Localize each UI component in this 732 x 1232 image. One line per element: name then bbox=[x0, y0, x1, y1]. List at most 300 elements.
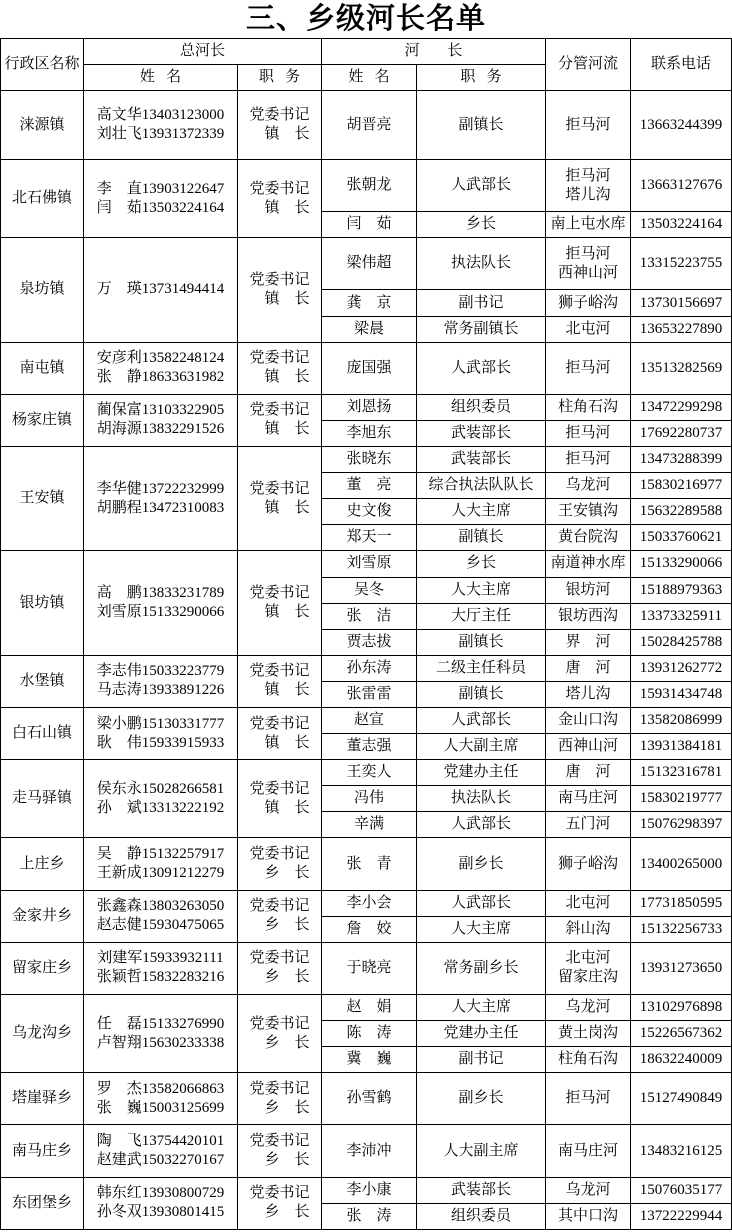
assigned-rivers-cell bbox=[546, 838, 630, 889]
river-chief-position: 副镇长 bbox=[458, 529, 504, 546]
assigned-river: 乌龙河 bbox=[565, 999, 611, 1016]
river-chief-position: 武装部长 bbox=[450, 424, 511, 441]
general-chief-name: 赵志健15930475065 bbox=[96, 917, 225, 934]
general-chief-names-cell bbox=[84, 343, 237, 394]
assigned-rivers-cell bbox=[546, 499, 630, 524]
general-chief-position: 镇 长 bbox=[264, 126, 310, 142]
header-river-chief-name: 姓 名 bbox=[322, 65, 416, 90]
river-chief-name-cell bbox=[322, 760, 416, 785]
general-chief-position: 镇 长 bbox=[264, 734, 310, 751]
district-name: 留家庄乡 bbox=[11, 959, 72, 976]
river-chief-name-cell bbox=[322, 499, 416, 524]
assigned-river: 唐 河 bbox=[565, 659, 611, 676]
river-chief-position-cell bbox=[417, 708, 545, 733]
river-chief-position: 党建办主任 bbox=[443, 764, 519, 781]
river-chief-name-cell bbox=[322, 630, 416, 655]
phone-number: 15076298397 bbox=[639, 816, 723, 833]
phone-cell bbox=[631, 943, 731, 994]
river-chief-position: 人大主席 bbox=[450, 503, 511, 520]
assigned-rivers-cell bbox=[546, 812, 630, 837]
header-phone: 联系电话 bbox=[631, 39, 731, 90]
district-name-cell bbox=[1, 343, 83, 394]
river-chief-position-cell bbox=[417, 682, 545, 707]
river-chief-position-cell bbox=[417, 917, 545, 942]
general-chief-names-cell bbox=[84, 1125, 237, 1176]
assigned-rivers-cell bbox=[546, 682, 630, 707]
river-chief-name: 孙东涛 bbox=[346, 659, 392, 676]
general-chief-name: 马志涛13933891226 bbox=[96, 682, 225, 699]
river-chief-name-cell bbox=[322, 682, 416, 707]
assigned-rivers-cell bbox=[546, 160, 630, 211]
phone-number: 13400265000 bbox=[639, 855, 723, 872]
district-name: 东团堡乡 bbox=[11, 1194, 72, 1211]
phone-cell bbox=[631, 630, 731, 655]
river-chief-position: 执法队长 bbox=[450, 255, 511, 272]
river-chief-name-cell bbox=[322, 734, 416, 759]
general-chief-name: 王新成13091212279 bbox=[96, 865, 225, 882]
general-chief-name: 张 巍15003125699 bbox=[96, 1099, 225, 1116]
general-chief-name: 安彦利13582248124 bbox=[96, 350, 225, 367]
assigned-river: 五门河 bbox=[565, 816, 611, 833]
general-chief-position: 党委书记 bbox=[249, 898, 310, 915]
assigned-river: 拒马河 bbox=[565, 116, 611, 133]
assigned-river: 拒马河 bbox=[565, 359, 611, 376]
river-chief-name-cell bbox=[322, 473, 416, 498]
assigned-river: 银坊河 bbox=[565, 581, 611, 598]
phone-cell bbox=[631, 1178, 731, 1203]
river-chief-name: 张 涛 bbox=[346, 1207, 392, 1224]
phone-number: 15931434748 bbox=[639, 685, 723, 702]
assigned-river: 其中口沟 bbox=[557, 1207, 618, 1224]
assigned-river: 乌龙河 bbox=[565, 477, 611, 494]
phone-cell bbox=[631, 891, 731, 916]
phone-cell bbox=[631, 317, 731, 342]
general-chief-names-cell bbox=[84, 995, 237, 1072]
river-chief-position-cell bbox=[417, 238, 545, 289]
district-name-cell bbox=[1, 238, 83, 341]
general-chief-position: 党委书记 bbox=[249, 1015, 310, 1032]
district-name-cell bbox=[1, 656, 83, 707]
assigned-rivers-cell bbox=[546, 91, 630, 159]
general-chief-positions-cell bbox=[238, 238, 321, 341]
general-chief-name: 万 瑛13731494414 bbox=[96, 281, 225, 298]
general-chief-position: 党委书记 bbox=[249, 350, 310, 367]
assigned-river: 界 河 bbox=[565, 633, 611, 650]
district-name-cell bbox=[1, 708, 83, 759]
general-chief-position: 乡 长 bbox=[264, 1034, 310, 1051]
district-name: 杨家庄镇 bbox=[11, 411, 72, 428]
general-chief-position: 党委书记 bbox=[249, 950, 310, 967]
river-chief-name-cell bbox=[322, 551, 416, 576]
river-chief-name: 李小会 bbox=[346, 894, 392, 911]
assigned-river: 西神山河 bbox=[557, 738, 618, 755]
general-chief-name: 吴 静15132257917 bbox=[96, 846, 225, 863]
general-chief-position: 党委书记 bbox=[249, 1185, 310, 1202]
assigned-rivers-cell bbox=[546, 708, 630, 733]
assigned-river: 柱角石沟 bbox=[557, 1051, 618, 1068]
general-chief-names-cell bbox=[84, 891, 237, 942]
assigned-rivers-cell bbox=[546, 1073, 630, 1124]
general-chief-positions-cell bbox=[238, 447, 321, 550]
river-chief-position: 人武部长 bbox=[450, 894, 511, 911]
phone-cell bbox=[631, 343, 731, 394]
assigned-river: 黄台院沟 bbox=[557, 529, 618, 546]
river-chief-name: 赵 娟 bbox=[346, 999, 392, 1016]
river-chief-name: 赵宣 bbox=[353, 712, 384, 729]
assigned-rivers-cell bbox=[546, 656, 630, 681]
assigned-river: 狮子峪沟 bbox=[557, 294, 618, 311]
general-chief-name: 赵建武15032270167 bbox=[96, 1152, 225, 1169]
phone-cell bbox=[631, 1125, 731, 1176]
river-chief-position-cell bbox=[417, 91, 545, 159]
river-chief-position: 副镇长 bbox=[458, 116, 504, 133]
phone-cell bbox=[631, 1021, 731, 1046]
general-chief-positions-cell bbox=[238, 943, 321, 994]
assigned-river: 拒马河 bbox=[565, 424, 611, 441]
phone-number: 15188979363 bbox=[639, 581, 723, 598]
assigned-rivers-cell bbox=[546, 473, 630, 498]
assigned-rivers-cell bbox=[546, 630, 630, 655]
assigned-river: 银坊西沟 bbox=[557, 607, 618, 624]
general-chief-name: 高文华13403123000 bbox=[96, 107, 225, 123]
general-chief-position: 乡 长 bbox=[264, 865, 310, 882]
river-chief-position: 人武部长 bbox=[450, 816, 511, 833]
district-name-cell bbox=[1, 1178, 83, 1229]
district-name: 水堡镇 bbox=[19, 672, 65, 689]
phone-number: 13102976898 bbox=[639, 999, 723, 1016]
river-chief-name-cell bbox=[322, 160, 416, 211]
general-chief-position: 党委书记 bbox=[249, 846, 310, 863]
general-chief-names-cell bbox=[84, 943, 237, 994]
general-chief-names-cell bbox=[84, 838, 237, 889]
phone-cell bbox=[631, 421, 731, 446]
river-chief-position: 组织委员 bbox=[450, 398, 511, 415]
general-chief-position: 党委书记 bbox=[249, 780, 310, 797]
river-chief-position-cell bbox=[417, 1178, 545, 1203]
general-chief-position: 党委书记 bbox=[249, 1133, 310, 1150]
river-chief-name-cell bbox=[322, 917, 416, 942]
general-chief-name: 罗 杰13582066863 bbox=[96, 1080, 225, 1097]
phone-cell bbox=[631, 708, 731, 733]
river-chief-position-cell bbox=[417, 734, 545, 759]
general-chief-positions-cell bbox=[238, 551, 321, 654]
general-chief-name: 张 静18633631982 bbox=[96, 369, 225, 386]
general-chief-positions-cell bbox=[238, 91, 321, 159]
general-chief-positions-cell bbox=[238, 1125, 321, 1176]
river-chief-name-cell bbox=[322, 1125, 416, 1176]
river-chief-name-cell bbox=[322, 1021, 416, 1046]
river-chief-position: 组织委员 bbox=[450, 1207, 511, 1224]
river-chief-position-cell bbox=[417, 578, 545, 603]
general-chief-names-cell bbox=[84, 551, 237, 654]
river-chief-name: 胡晋亮 bbox=[346, 116, 392, 133]
general-chief-position: 党委书记 bbox=[249, 480, 310, 497]
river-chief-name-cell bbox=[322, 1047, 416, 1072]
river-chief-name-cell bbox=[322, 943, 416, 994]
phone-number: 15226567362 bbox=[639, 1025, 723, 1042]
assigned-rivers-cell bbox=[546, 395, 630, 420]
river-chief-name-cell bbox=[322, 212, 416, 237]
phone-cell bbox=[631, 238, 731, 289]
district-name-cell bbox=[1, 838, 83, 889]
river-chief-name: 冯伟 bbox=[353, 790, 384, 807]
phone-cell bbox=[631, 734, 731, 759]
river-chief-position-cell bbox=[417, 1047, 545, 1072]
phone-number: 15132316781 bbox=[639, 764, 723, 781]
river-chief-position-cell bbox=[417, 786, 545, 811]
river-chief-name-cell bbox=[322, 343, 416, 394]
river-chief-name: 詹 姣 bbox=[346, 920, 392, 937]
general-chief-names-cell bbox=[84, 91, 237, 159]
general-chief-name: 高 鹏13833231789 bbox=[96, 585, 225, 602]
phone-number: 15076035177 bbox=[639, 1181, 723, 1198]
phone-number: 13315223755 bbox=[639, 255, 723, 272]
river-chief-name-cell bbox=[322, 891, 416, 916]
general-chief-name: 耿 伟15933915933 bbox=[96, 734, 225, 751]
district-name: 金家井乡 bbox=[11, 907, 72, 924]
district-name-cell bbox=[1, 91, 83, 159]
header-river-chief: 河 长 bbox=[322, 39, 545, 64]
general-chief-position: 镇 长 bbox=[264, 290, 310, 307]
district-name-cell bbox=[1, 447, 83, 550]
phone-number: 18632240009 bbox=[639, 1051, 723, 1068]
river-chief-position-cell bbox=[417, 891, 545, 916]
general-chief-names-cell bbox=[84, 708, 237, 759]
river-chief-name-cell bbox=[322, 578, 416, 603]
river-chief-name: 李旭东 bbox=[346, 424, 392, 441]
river-chief-name: 董志强 bbox=[346, 738, 392, 755]
general-chief-positions-cell bbox=[238, 343, 321, 394]
phone-number: 15127490849 bbox=[639, 1090, 723, 1107]
river-chief-position-cell bbox=[417, 499, 545, 524]
general-chief-position: 镇 长 bbox=[264, 799, 310, 816]
phone-number: 13931273650 bbox=[639, 959, 723, 976]
district-name: 乌龙沟乡 bbox=[11, 1025, 72, 1042]
river-chief-position: 党建办主任 bbox=[443, 1025, 519, 1042]
phone-number: 13663244399 bbox=[639, 116, 723, 133]
assigned-river: 唐 河 bbox=[565, 764, 611, 781]
general-chief-positions-cell bbox=[238, 395, 321, 446]
general-chief-position: 镇 长 bbox=[264, 421, 310, 438]
assigned-river: 西神山河 bbox=[557, 264, 618, 281]
general-chief-position: 党委书记 bbox=[249, 663, 310, 680]
general-chief-position: 镇 长 bbox=[264, 199, 310, 216]
river-chief-position: 副书记 bbox=[458, 1051, 504, 1068]
river-chief-name-cell bbox=[322, 395, 416, 420]
river-chief-position: 副书记 bbox=[458, 294, 504, 311]
general-chief-name: 刘雪原15133290066 bbox=[96, 604, 225, 621]
phone-cell bbox=[631, 917, 731, 942]
river-chief-name: 郑天一 bbox=[346, 529, 392, 546]
phone-cell bbox=[631, 473, 731, 498]
river-chief-name-cell bbox=[322, 786, 416, 811]
phone-cell bbox=[631, 1073, 731, 1124]
assigned-river: 留家庄沟 bbox=[557, 969, 618, 986]
phone-number: 15132256733 bbox=[639, 920, 723, 937]
river-chief-position-cell bbox=[417, 447, 545, 472]
river-chief-table bbox=[0, 38, 732, 1230]
assigned-rivers-cell bbox=[546, 317, 630, 342]
river-chief-position: 人武部长 bbox=[450, 177, 511, 194]
general-chief-position: 乡 长 bbox=[264, 1204, 310, 1221]
river-chief-position: 武装部长 bbox=[450, 451, 511, 468]
phone-cell bbox=[631, 551, 731, 576]
general-chief-name: 胡海源13832291526 bbox=[96, 421, 225, 438]
general-chief-positions-cell bbox=[238, 656, 321, 707]
river-chief-position: 人大副主席 bbox=[443, 1142, 519, 1159]
river-chief-name-cell bbox=[322, 812, 416, 837]
district-name-cell bbox=[1, 1125, 83, 1176]
river-chief-name: 董 亮 bbox=[346, 477, 392, 494]
assigned-rivers-cell bbox=[546, 290, 630, 315]
assigned-rivers-cell bbox=[546, 760, 630, 785]
river-chief-name: 史文俊 bbox=[346, 503, 392, 520]
river-chief-name: 张晓东 bbox=[346, 451, 392, 468]
assigned-river: 王安镇沟 bbox=[557, 503, 618, 520]
general-chief-name: 梁小鹏15130331777 bbox=[96, 715, 225, 732]
assigned-river: 塔儿沟 bbox=[565, 685, 611, 702]
general-chief-position: 党委书记 bbox=[249, 271, 310, 288]
river-chief-position: 副镇长 bbox=[458, 685, 504, 702]
river-chief-name: 张朝龙 bbox=[346, 177, 392, 194]
assigned-river: 南道神水库 bbox=[550, 555, 626, 572]
river-chief-position-cell bbox=[417, 343, 545, 394]
header-district: 行政区名称 bbox=[1, 39, 83, 90]
general-chief-names-cell bbox=[84, 656, 237, 707]
river-chief-name-cell bbox=[322, 525, 416, 550]
river-chief-name: 张 青 bbox=[346, 855, 392, 872]
river-chief-position: 人大副主席 bbox=[443, 738, 519, 755]
general-chief-name: 韩东红13930800729 bbox=[96, 1185, 225, 1202]
assigned-river: 金山口沟 bbox=[557, 712, 618, 729]
assigned-rivers-cell bbox=[546, 525, 630, 550]
river-chief-position-cell bbox=[417, 943, 545, 994]
river-chief-name: 冀 巍 bbox=[346, 1051, 392, 1068]
river-chief-name-cell bbox=[322, 317, 416, 342]
phone-cell bbox=[631, 578, 731, 603]
general-chief-name: 蔺保富13103322905 bbox=[96, 402, 225, 419]
river-chief-name-cell bbox=[322, 1204, 416, 1229]
general-chief-positions-cell bbox=[238, 1178, 321, 1229]
phone-number: 15830216977 bbox=[639, 477, 723, 494]
district-name-cell bbox=[1, 395, 83, 446]
river-chief-position-cell bbox=[417, 1125, 545, 1176]
river-chief-position: 副乡长 bbox=[458, 855, 504, 872]
phone-number: 15632289588 bbox=[639, 503, 723, 520]
phone-number: 13503224164 bbox=[639, 216, 723, 233]
assigned-rivers-cell bbox=[546, 238, 630, 289]
phone-number: 13931384181 bbox=[639, 738, 723, 755]
assigned-rivers-cell bbox=[546, 1204, 630, 1229]
district-name-cell bbox=[1, 160, 83, 237]
river-chief-position: 综合执法队队长 bbox=[428, 477, 534, 494]
river-chief-position: 常务副乡长 bbox=[443, 959, 519, 976]
district-name: 白石山镇 bbox=[11, 725, 72, 742]
river-chief-name-cell bbox=[322, 290, 416, 315]
phone-cell bbox=[631, 91, 731, 159]
district-name: 泉坊镇 bbox=[19, 281, 65, 298]
phone-cell bbox=[631, 656, 731, 681]
river-chief-position: 常务副镇长 bbox=[443, 320, 519, 337]
district-name: 南马庄乡 bbox=[11, 1142, 72, 1159]
assigned-river: 北屯河 bbox=[565, 320, 611, 337]
general-chief-name: 孙 斌13313222192 bbox=[96, 799, 225, 816]
district-name: 走马驿镇 bbox=[11, 790, 72, 807]
phone-number: 13582086999 bbox=[639, 712, 723, 729]
header-general-chief: 总河长 bbox=[84, 39, 321, 64]
assigned-rivers-cell bbox=[546, 1125, 630, 1176]
river-chief-position-cell bbox=[417, 551, 545, 576]
river-chief-name: 辛满 bbox=[353, 816, 384, 833]
river-chief-name-cell bbox=[322, 447, 416, 472]
river-chief-position-cell bbox=[417, 630, 545, 655]
phone-number: 15133290066 bbox=[639, 555, 723, 572]
phone-number: 13473288399 bbox=[639, 451, 723, 468]
assigned-river: 斜山沟 bbox=[565, 920, 611, 937]
assigned-rivers-cell bbox=[546, 551, 630, 576]
river-chief-position: 武装部长 bbox=[450, 1181, 511, 1198]
header-river-chief-position: 职 务 bbox=[417, 65, 545, 90]
river-chief-position: 人武部长 bbox=[450, 712, 511, 729]
district-name-cell bbox=[1, 891, 83, 942]
phone-cell bbox=[631, 1047, 731, 1072]
river-chief-position-cell bbox=[417, 395, 545, 420]
river-chief-name: 于晓亮 bbox=[346, 959, 392, 976]
river-chief-name: 梁伟超 bbox=[346, 255, 392, 272]
general-chief-positions-cell bbox=[238, 1073, 321, 1124]
assigned-river: 南马庄河 bbox=[557, 790, 618, 807]
river-chief-name: 陈 涛 bbox=[346, 1025, 392, 1042]
river-chief-position-cell bbox=[417, 995, 545, 1020]
district-name: 王安镇 bbox=[19, 490, 65, 507]
river-chief-position-cell bbox=[417, 760, 545, 785]
river-chief-position-cell bbox=[417, 212, 545, 237]
general-chief-name: 胡鹏程13472310083 bbox=[96, 499, 225, 516]
assigned-rivers-cell bbox=[546, 343, 630, 394]
river-chief-name: 吴冬 bbox=[353, 581, 384, 598]
assigned-river: 塔儿沟 bbox=[565, 186, 611, 203]
river-chief-position-cell bbox=[417, 317, 545, 342]
river-chief-name-cell bbox=[322, 708, 416, 733]
phone-number: 17692280737 bbox=[639, 424, 723, 441]
river-chief-name-cell bbox=[322, 604, 416, 629]
river-chief-position-cell bbox=[417, 473, 545, 498]
phone-number: 13483216125 bbox=[639, 1142, 723, 1159]
phone-number: 13653227890 bbox=[639, 320, 723, 337]
phone-cell bbox=[631, 447, 731, 472]
general-chief-name: 任 磊15133276990 bbox=[96, 1015, 225, 1032]
general-chief-positions-cell bbox=[238, 708, 321, 759]
general-chief-positions-cell bbox=[238, 891, 321, 942]
river-chief-name-cell bbox=[322, 1073, 416, 1124]
river-chief-position-cell bbox=[417, 604, 545, 629]
general-chief-position: 镇 长 bbox=[264, 369, 310, 386]
phone-number: 15033760621 bbox=[639, 529, 723, 546]
river-chief-position-cell bbox=[417, 838, 545, 889]
phone-number: 13730156697 bbox=[639, 294, 723, 311]
header-general-chief-position: 职 务 bbox=[238, 65, 321, 90]
assigned-river: 北屯河 bbox=[565, 950, 611, 967]
phone-cell bbox=[631, 1204, 731, 1229]
general-chief-name: 李 直13903122647 bbox=[96, 180, 225, 197]
general-chief-names-cell bbox=[84, 238, 237, 341]
assigned-river: 北屯河 bbox=[565, 894, 611, 911]
district-name: 涞源镇 bbox=[19, 116, 65, 133]
general-chief-name: 卢智翔15630233338 bbox=[96, 1034, 225, 1051]
river-chief-name: 闫 茹 bbox=[346, 216, 392, 233]
assigned-rivers-cell bbox=[546, 891, 630, 916]
river-chief-position-cell bbox=[417, 1204, 545, 1229]
